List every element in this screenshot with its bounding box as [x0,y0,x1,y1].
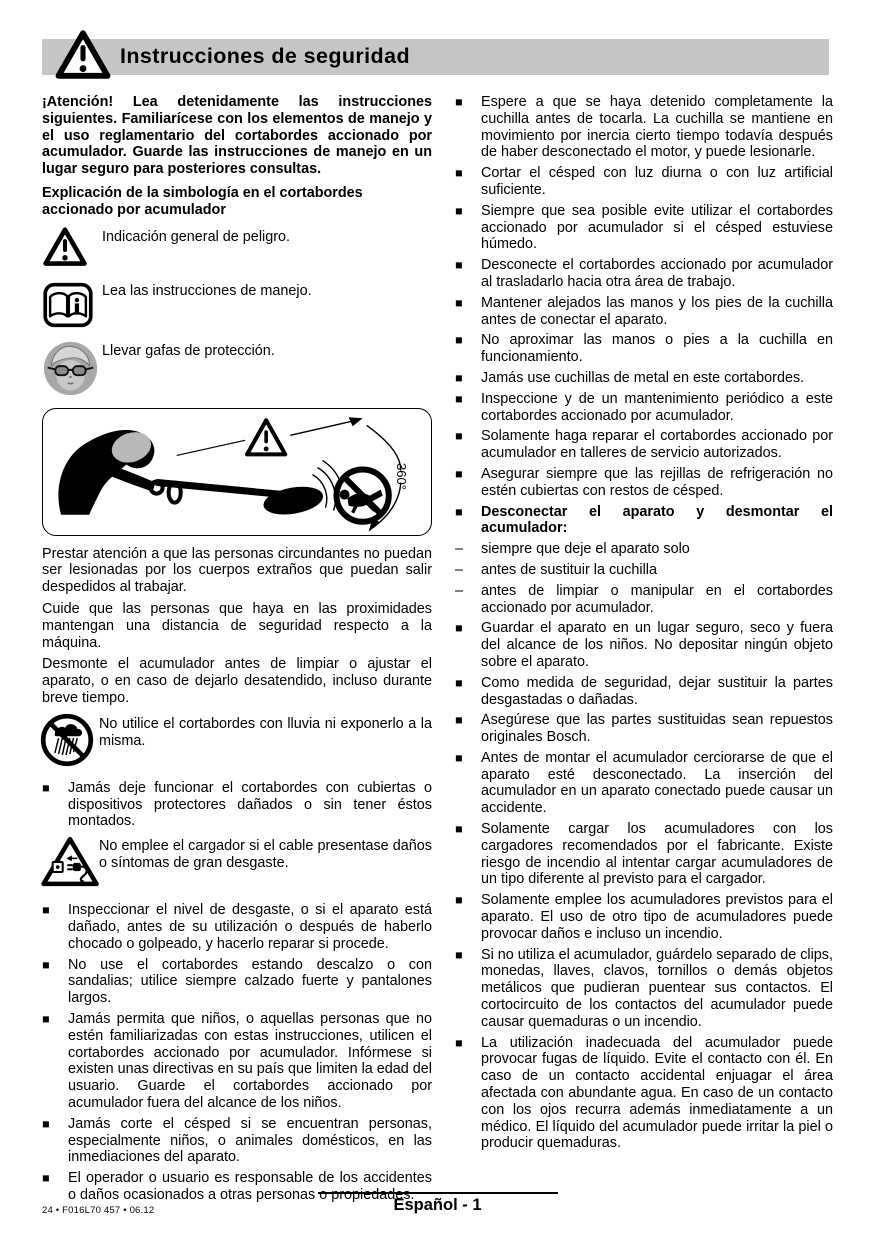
bullet-item [42,902,432,952]
paragraph: Desmonte el acumulador antes de limpiar o ajustar el aparato, o en caso de dejarlo desatendido, incluso durante breve tiempo. [42,656,432,706]
bullet-item [455,295,833,329]
dash-item [455,562,833,579]
page-header [42,26,833,84]
bullet-item [455,947,833,1031]
bullet-marker: ■ [455,621,463,636]
bullet-item [455,750,833,817]
attention-intro: ¡Atención! Lea detenidamente las instrucciones siguientes. Familiarícese con los elementos de manejo y el uso reglamentario del cortabordes accionado por acumulador. Guarde las instrucciones de manejo en un lugar seguro para posteriores consultas. [42,94,432,178]
bullet-marker: ■ [455,675,463,690]
bullet-marker: ■ [455,95,463,109]
bullet-marker: ■ [455,203,463,218]
page-title: Instrucciones de seguridad [120,44,410,68]
bullet-marker: ■ [42,903,50,918]
charger-cable-notice [42,834,432,895]
footer-doc-code: 24 • F016L70 457 • 06.12 [42,1205,155,1216]
warning-triangle-icon [42,226,102,276]
bullet-item [455,620,833,670]
bullet-marker: ■ [455,370,463,385]
bullet-marker: ■ [455,258,463,273]
bullet-item [455,428,833,462]
bullet-text: El operador o usuario es responsable de los accidentes o daños ocasionados a otras personas o propiedades. [68,1170,432,1203]
bullet-text: Jamás deje funcionar el cortabordes con cubiertas o dispositivos protectores dañados o sin tener éstos montados. [68,779,432,830]
bullet-text: Como medida de seguridad, dejar sustituir la partes desgastadas o dañadas. [481,674,833,708]
bullet-text: Asegúrese que las partes sustituidas sean repuestos originales Bosch. [481,712,833,746]
bullet-marker: ■ [42,1011,50,1026]
content-columns [42,94,833,1208]
bullet-item [455,332,833,366]
bullet-item [455,1035,833,1153]
bullet-marker: ■ [455,429,463,444]
bullet-text: Jamás corte el césped si se encuentran personas, especialmente niños, o animales domésticos, en las inmediaciones del aparato. [68,1115,432,1166]
bullet-text: No use el cortabordes estando descalzo o con sandalias; utilice siempre calzado fuerte y pantalones largos. [68,956,432,1007]
symbol-text: Llevar gafas de protección. [102,342,275,359]
bullet-item [455,892,833,942]
bullet-item [455,821,833,888]
notice-text: No utilice el cortabordes con lluvia ni exponerlo a la misma. [99,715,432,749]
dash-marker: – [455,561,464,578]
bullet-text: No aproximar las manos o pies a la cuchilla en funcionamiento. [481,332,833,366]
bullet-text: Siempre que sea posible evite utilizar el cortabordes accionado por acumulador si el césped estuviese húmedo. [481,202,833,253]
trimmer-safety-illustration [42,408,432,536]
bullet-text: Desconecte el cortabordes accionado por acumulador al trasladarlo hacia otra área de trabajo. [481,257,833,290]
bullet-marker: ■ [455,893,463,908]
bullet-marker: ■ [455,333,463,348]
bullet-marker: ■ [42,780,50,795]
bullet-text: Solamente cargar los acumuladores con los cargadores recomendados por el fabricante. Existe riesgo de incendio al intentar cargar acumuladores de un tipo diferente al previsto para el cargador. [481,821,833,888]
bullet-marker: ■ [455,713,463,728]
bullet-text: La utilización inadecuada del acumulador puede provocar fugas de líquido. Evite el contacto con él. En caso de un contacto accidental enjuagar el área afectada con abundante agua. En caso de un contacto con los ojos recurra además inmediatamente a un médico. El líquido del acumulador puede irritar la piel o producir quemaduras. [481,1034,833,1152]
bullet-marker: ■ [455,166,463,181]
symbol-row-goggles [42,340,432,402]
safety-goggles-icon [42,340,102,402]
damaged-cable-warning-icon [39,834,99,895]
bullet-text: Jamás use cuchillas de metal en este cortabordes. [481,369,805,386]
rotation-label: 360° [393,462,409,490]
symbol-row-manual [42,280,432,336]
bullet-item [455,165,833,199]
bullet-item [42,780,432,830]
bullet-item [455,370,833,387]
dash-text: antes de sustituir la cuchilla [481,561,657,578]
read-manual-icon [42,280,102,336]
bullet-marker: ■ [42,1116,50,1131]
dash-marker: – [455,582,464,599]
bullet-item [455,94,833,161]
bullet-marker: ■ [42,1171,50,1186]
bullet-text: Espere a que se haya detenido completamente la cuchilla antes de tocarla. La cuchilla se mantiene en movimiento por inercia cierto tiempo todavía después de haber desconectado el motor, y puede lesionarle. [481,94,833,161]
dash-text: antes de limpiar o manipular en el cortabordes accionado por acumulador. [481,582,833,616]
warning-triangle-icon [247,420,285,454]
dash-marker: – [455,541,464,558]
bullet-marker: ■ [455,466,463,481]
bullet-text: Solamente haga reparar el cortabordes accionado por acumulador en talleres de servicio autorizados. [481,428,833,462]
bullet-item [455,257,833,291]
bullet-item [455,466,833,500]
trimmer-operator-silhouette [58,427,343,518]
paragraph: Cuide que las personas que haya en las proximidades mantengan una distancia de seguridad respecto a la máquina. [42,600,432,651]
footer-page-label: Español - 1 [393,1196,482,1214]
bullet-marker: ■ [455,391,463,406]
bullet-item [42,957,432,1007]
symbol-text: Lea las instrucciones de manejo. [102,282,312,299]
bullet-text: Cortar el césped con luz diurna o con luz artificial suficiente. [481,165,833,198]
warning-triangle-icon [54,28,112,87]
left-column [42,94,432,1208]
bullet-text: Inspeccione y de un mantenimiento periódico a este cortabordes accionado por acumulador. [481,390,833,424]
bullet-text: Guardar el aparato en un lugar seguro, seco y fuera del alcance de los niños. No depositar ningún objeto sobre el aparato. [481,620,833,670]
footer-rule [318,1192,558,1194]
notice-text: No emplee el cargador si el cable presentase daños o síntomas de gran desgaste. [99,838,432,871]
right-column [455,94,833,1156]
paragraph: Prestar atención a que las personas circundantes no puedan ser lesionadas por los cuerpos extraños que puedan salir despedidos al trabajar. [42,545,432,596]
symbol-text: Indicación general de peligro. [102,228,291,245]
rotation-arrow [290,417,362,435]
bullet-item [455,391,833,425]
no-bystanders-icon [337,469,389,521]
symbols-heading: Explicación de la simbología en el cortabordes accionado por acumulador [42,184,363,218]
no-rain-icon [39,712,99,773]
bullet-text: Solamente emplee los acumuladores previstos para el aparato. El uso de otro tipo de acumuladores puede provocar daños e incluso un incendio. [481,892,833,942]
bullet-item [455,203,833,253]
bullet-marker: ■ [455,504,463,519]
bullet-item-disconnect-heading [455,504,833,538]
bullet-marker: ■ [455,750,463,765]
bullet-marker: ■ [455,947,463,962]
leader-line [177,440,245,455]
bullet-text: Si no utiliza el acumulador, guárdelo separado de clips, monedas, llaves, clavos, tornillos o demás objetos metálicos que pudieran puentear sus contactos. El cortocircuito de los contactos del acumulador puede causar quemaduras o un incendio. [481,946,833,1030]
dash-item [455,583,833,617]
bullet-item [455,712,833,746]
symbol-row-danger [42,226,432,276]
bullet-item [455,675,833,709]
bullet-marker: ■ [455,1035,463,1050]
bullet-text: Asegurar siempre que las rejillas de refrigeración no estén cubiertas con restos de césped. [481,465,833,499]
bullet-text: Desconectar el aparato y desmontar el acumulador: [481,503,833,537]
bullet-marker: ■ [455,822,463,837]
dash-item [455,541,833,558]
bullet-item [42,1011,432,1112]
bullet-text: Antes de montar el acumulador cerciorarse de que el aparato esté desconectado. La inserción del acumulador en un aparato conectado puede causar un accidente. [481,749,833,817]
bullet-marker: ■ [42,957,50,972]
no-rain-notice [42,712,432,773]
bullet-text: Mantener alejados las manos y los pies de la cuchilla antes de conectar el aparato. [481,294,833,328]
dash-text: siempre que deje el aparato solo [481,541,690,558]
bullet-marker: ■ [455,295,463,310]
bullet-text: Inspeccionar el nivel de desgaste, o si el aparato está dañado, antes de su utilización o después de haberlo chocado o golpeado, y hacerlo reparar si procede. [68,902,432,952]
bullet-text: Jamás permita que niños, o aquellas personas que no estén familiarizadas con estas instrucciones, utilicen el cortabordes accionado por acumulador. Infórmese si existen unas directivas en su país que limiten la edad del usuario. Guarde el cortabordes accionado por acumulador fuera del alcance de los niños. [68,1010,432,1111]
bullet-item [42,1116,432,1166]
